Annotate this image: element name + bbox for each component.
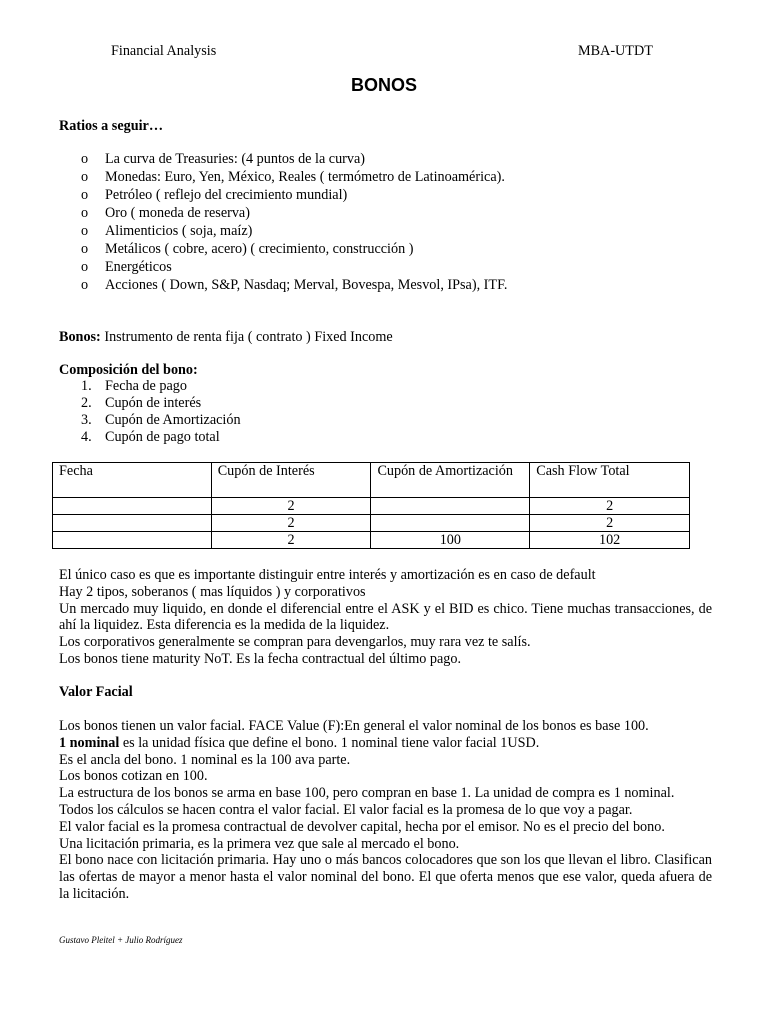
paragraph: El único caso es que es importante distinguir entre interés y amortización es en caso de default (59, 567, 596, 583)
bullet-mark: o (81, 241, 89, 257)
list-item: o Oro ( moneda de reserva) (81, 205, 250, 221)
table-cell (53, 515, 212, 532)
bonos-definition (59, 329, 393, 346)
paragraph: El valor facial es la promesa contractual de devolver capital, hecha por el emisor. No es el precio del bono. (59, 818, 665, 835)
table-header-cell: Cupón de Amortización (371, 463, 530, 498)
list-item: 2. Cupón de interés (81, 395, 202, 411)
page-title: BONOS (350, 75, 417, 95)
list-item: o Energéticos (81, 259, 172, 275)
list-item: o Monedas: Euro, Yen, México, Reales ( termómetro de Latinoamérica). (81, 169, 505, 185)
bonos-label: Bonos: (59, 329, 101, 345)
paragraph: Una licitación primaria, es la primera vez que sale al mercado el bono. (59, 835, 460, 852)
paragraph: Hay 2 tipos, soberanos ( mas líquidos ) y corporativos (59, 583, 366, 600)
list-item: o La curva de Treasuries: (4 puntos de la curva) (81, 151, 366, 167)
paragraph: Los corporativos generalmente se compran para devengarlos, muy rara vez te salís. (59, 634, 531, 651)
cashflow-table (52, 462, 690, 549)
table-cell (53, 532, 212, 549)
header-program: MBA-UTDT (578, 43, 653, 59)
table-cell (371, 515, 530, 532)
list-item: 3. Cupón de Amortización (81, 412, 241, 428)
paragraph: Los bonos tiene maturity NoT. Es la fecha contractual del último pago. (59, 650, 461, 667)
bullet-mark: o (81, 169, 89, 185)
paragraph: Un mercado muy liquido, en donde el diferencial entre el ASK y el BID es chico. Tiene muchas transacciones, de ahí la liquidez. Esta diferencia es la medida de la liquidez. (59, 600, 712, 634)
notes-block (59, 567, 712, 668)
list-item: o Alimenticios ( soja, maíz) (81, 223, 253, 239)
list-item: 4. Cupón de pago total (81, 429, 220, 445)
nominal-term: 1 nominal (59, 734, 120, 751)
footer-authors: Gustavo Pleitel + Julio Rodríguez (59, 935, 183, 945)
composition-list (59, 378, 241, 446)
valor-facial-block (59, 718, 712, 903)
table-cell (53, 498, 212, 515)
list-item: o Metálicos ( cobre, acero) ( crecimiento, construcción ) (81, 241, 414, 257)
table-cell: 2 (530, 515, 690, 532)
list-item: o Petróleo ( reflejo del crecimiento mundial) (81, 187, 348, 203)
table-cell: 2 (211, 498, 371, 515)
list-item: o Acciones ( Down, S&P, Nasdaq; Merval, Bovespa, Mesvol, IPsa), ITF. (81, 277, 508, 293)
bonos-text: Instrumento de renta fija ( contrato ) Fixed Income (100, 329, 393, 345)
valor-facial-heading: Valor Facial (59, 684, 133, 700)
table-header-cell: Cupón de Interés (211, 463, 371, 498)
table-cell: 102 (530, 532, 690, 549)
header-course: Financial Analysis (111, 43, 217, 59)
paragraph: 1 nominal es la unidad física que define el bono. 1 nominal tiene valor facial 1USD. (59, 734, 540, 751)
paragraph: La estructura de los bonos se arma en base 100, pero compran en base 1. La unidad de compra es 1 nominal. (59, 785, 675, 802)
table-cell: 2 (211, 515, 371, 532)
table-cell (371, 498, 530, 515)
paragraph: Es el ancla del bono. 1 nominal es la 100 ava parte. (59, 751, 351, 768)
table-row (53, 532, 690, 549)
list-item: 1. Fecha de pago (81, 378, 187, 394)
table-cell: 100 (371, 532, 530, 549)
bullet-mark: o (81, 259, 89, 275)
composition-heading: Composición del bono: (59, 362, 198, 378)
table-header-cell: Cash Flow Total (530, 463, 690, 498)
bullet-mark: o (81, 277, 89, 293)
table-cell: 2 (211, 532, 371, 549)
paragraph: Todos los cálculos se hacen contra el valor facial. El valor facial es la promesa de lo que voy a pagar. (59, 801, 633, 818)
bullet-mark: o (81, 187, 89, 203)
bullet-mark: o (81, 151, 89, 167)
table-row (53, 498, 690, 515)
ratios-list (59, 150, 507, 294)
table-cell: 2 (530, 498, 690, 515)
table-header-cell: Fecha (53, 463, 212, 498)
paragraph: Los bonos tienen un valor facial. FACE Value (F):En general el valor nominal de los bonos es base 100. (59, 718, 649, 734)
table-header-row (53, 463, 690, 498)
paragraph: Los bonos cotizan en 100. (59, 768, 208, 785)
table-row (53, 515, 690, 532)
ratios-heading: Ratios a seguir… (59, 118, 164, 134)
bullet-mark: o (81, 223, 89, 239)
bullet-mark: o (81, 205, 89, 221)
paragraph: El bono nace con licitación primaria. Hay uno o más bancos colocadores que son los que llevan el libro. Clasifican las ofertas de mayor a menor hasta el valor nominal del bono. El que oferta menos que ese valor, queda afuera de la licitación. (59, 852, 712, 902)
